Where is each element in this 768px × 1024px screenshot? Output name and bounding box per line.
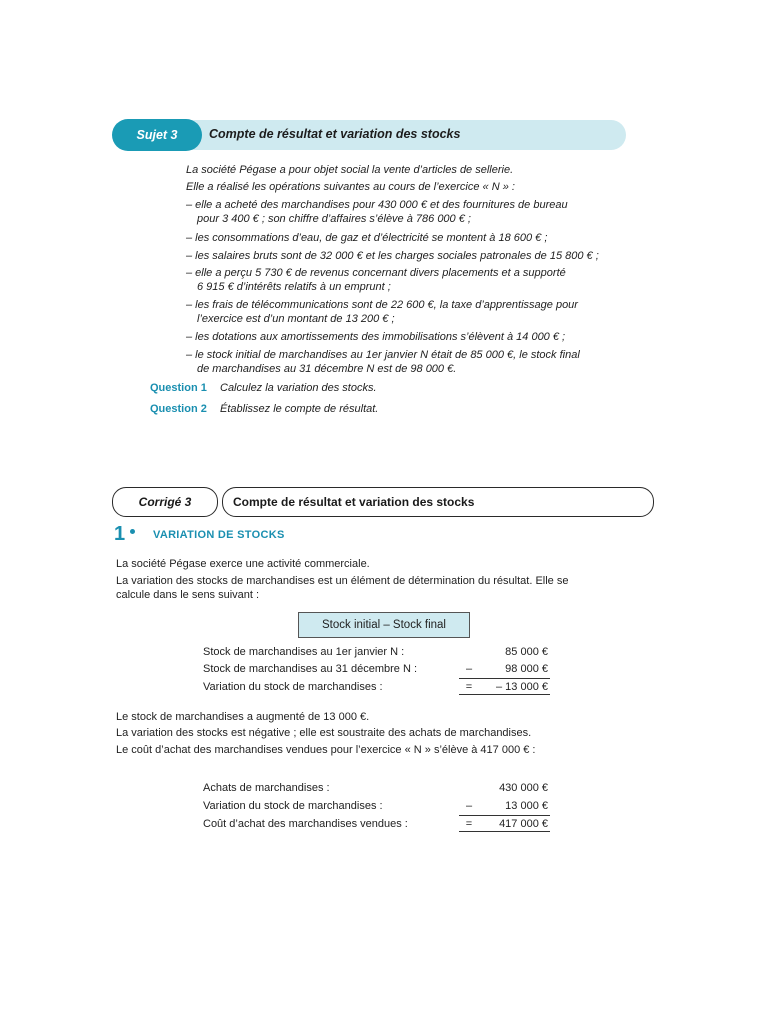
row-label: Stock de marchandises au 1er janvier N : xyxy=(203,646,405,658)
row-value: 13 000 € xyxy=(505,800,548,812)
corrige-title: Compte de résultat et variation des stocks xyxy=(233,495,475,509)
sujet-item-2: – les consommations d’eau, de gaz et d’électricité se montent à 18 600 € ; xyxy=(186,232,548,244)
sujet-item-5: – les frais de télécommunications sont de 22 600 €, la taxe d’apprentissage pour xyxy=(186,299,578,311)
section-title: VARIATION DE STOCKS xyxy=(153,529,285,541)
row-label: Coût d’achat des marchandises vendues : xyxy=(203,818,408,830)
row-label: Achats de marchandises : xyxy=(203,782,330,794)
sujet-item-1: – elle a acheté des marchandises pour 430 000 € et des fournitures de bureau xyxy=(186,199,568,211)
corrige-title-box xyxy=(222,487,654,517)
sujet-intro-1: La société Pégase a pour objet social la vente d’articles de sellerie. xyxy=(186,164,514,176)
corrige-label: Corrigé 3 xyxy=(112,487,218,517)
corrige-paragraph-2b: calcule dans le sens suivant : xyxy=(116,589,260,601)
question-1-label: Question 1 xyxy=(150,382,207,394)
sujet-item-7: – le stock initial de marchandises au 1er janvier N était de 85 000 €, le stock final xyxy=(186,349,580,361)
total-underline xyxy=(459,831,550,832)
row-operator: – xyxy=(465,800,473,812)
section-bullet xyxy=(130,529,135,534)
row-value: 430 000 € xyxy=(499,782,548,794)
row-label: Variation du stock de marchandises : xyxy=(203,681,383,693)
row-value: 98 000 € xyxy=(505,663,548,675)
row-operator: – xyxy=(465,663,473,675)
sujet-item-7-cont: de marchandises au 31 décembre N est de 98 000 €. xyxy=(197,363,457,375)
question-2-label: Question 2 xyxy=(150,403,207,415)
row-operator: = xyxy=(465,681,473,693)
corrige-paragraph-4: La variation des stocks est négative ; elle est soustraite des achats de marchandises. xyxy=(116,727,532,739)
sum-line xyxy=(459,815,550,816)
sujet-item-4: – elle a perçu 5 730 € de revenus concernant divers placements et a supporté xyxy=(186,267,566,279)
sujet-item-4-cont: 6 915 € d’intérêts relatifs à un emprunt ; xyxy=(197,281,391,293)
row-value: 417 000 € xyxy=(499,818,548,830)
sujet-label: Sujet 3 xyxy=(112,119,202,151)
sum-line xyxy=(459,678,550,679)
sujet-item-6: – les dotations aux amortissements des immobilisations s’élèvent à 14 000 € ; xyxy=(186,331,566,343)
question-1-text: Calculez la variation des stocks. xyxy=(220,382,377,394)
section-number: 1 xyxy=(114,523,126,545)
corrige-paragraph-5: Le coût d’achat des marchandises vendues pour l’exercice « N » s’élève à 417 000 € : xyxy=(116,744,536,756)
sujet-item-1-cont: pour 3 400 € ; son chiffre d’affaires s’élève à 786 000 € ; xyxy=(197,213,471,225)
corrige-paragraph-2a: La variation des stocks de marchandises est un élément de détermination du résultat. Elle se xyxy=(116,575,569,587)
row-label: Variation du stock de marchandises : xyxy=(203,800,383,812)
question-2-text: Établissez le compte de résultat. xyxy=(220,403,379,415)
row-label: Stock de marchandises au 31 décembre N : xyxy=(203,663,418,675)
sujet-header xyxy=(112,119,626,151)
formula-box: Stock initial – Stock final xyxy=(298,612,470,638)
row-value: 85 000 € xyxy=(505,646,548,658)
row-value: – 13 000 € xyxy=(496,681,548,693)
total-underline xyxy=(459,694,550,695)
sujet-item-5-cont: l’exercice est d’un montant de 13 200 € ; xyxy=(197,313,395,325)
sujet-item-3: – les salaires bruts sont de 32 000 € et les charges sociales patronales de 15 800 € ; xyxy=(186,250,599,262)
corrige-paragraph-1: La société Pégase exerce une activité commerciale. xyxy=(116,558,370,570)
row-operator: = xyxy=(465,818,473,830)
sujet-intro-2: Elle a réalisé les opérations suivantes au cours de l’exercice « N » : xyxy=(186,181,515,193)
corrige-paragraph-3: Le stock de marchandises a augmenté de 13 000 €. xyxy=(116,711,370,723)
sujet-title: Compte de résultat et variation des stocks xyxy=(209,127,461,141)
